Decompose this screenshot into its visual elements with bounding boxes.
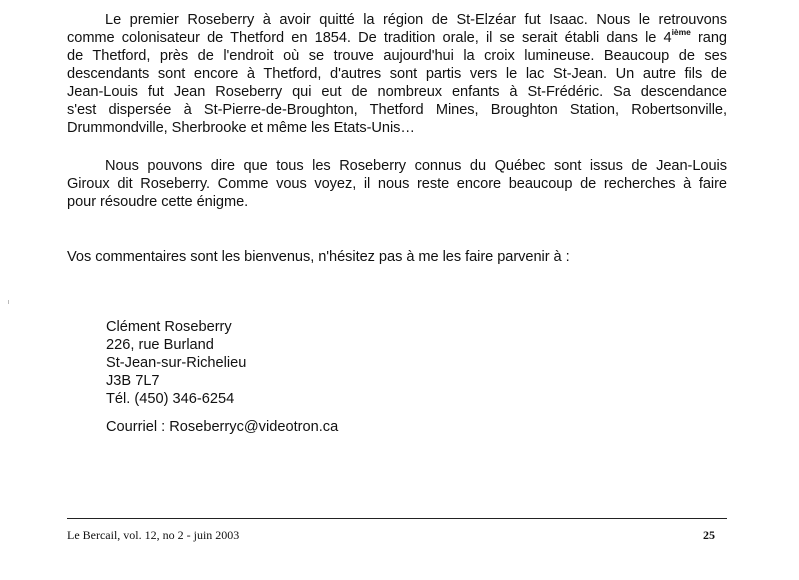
- text-line: Jean-Louis fut Jean Roseberry qui eut de nombreux enfants à St-Frédéric. Sa descendance: [67, 84, 727, 100]
- scan-artifact: [8, 300, 9, 304]
- contact-city: St-Jean-sur-Richelieu: [106, 355, 247, 371]
- contact-postal-code: J3B 7L7: [106, 373, 160, 389]
- text-line: descendants sont encore à Thetford, d'autres sont partis vers le lac St-Jean. Un autre fils de: [67, 66, 727, 82]
- contact-street: 226, rue Burland: [106, 337, 214, 353]
- footer-divider: [67, 518, 727, 519]
- text-line: Le premier Roseberry à avoir quitté la région de St-Elzéar fut Isaac. Nous le retrouvons: [105, 12, 727, 28]
- text-line: de Thetford, près de l'endroit où se trouve aujourd'hui la croix lumineuse. Beaucoup de ses: [67, 48, 727, 64]
- footer-page-number: 25: [703, 528, 715, 542]
- footer-publication: Le Bercail, vol. 12, no 2 - juin 2003: [67, 528, 240, 542]
- text-fragment: comme colonisateur de Thetford en 1854. De tradition orale, il se serait établi dans le 4: [67, 30, 672, 46]
- paragraph-roseberry-origin: [67, 157, 727, 211]
- text-line: pour résoudre cette énigme.: [67, 194, 249, 210]
- contact-name: Clément Roseberry: [106, 319, 232, 335]
- text-line: s'est dispersée à St-Pierre-de-Broughton, Thetford Mines, Broughton Station, Robertsonville,: [67, 102, 727, 118]
- contact-address: [106, 318, 246, 408]
- text-fragment: rang: [690, 30, 727, 46]
- ordinal-superscript: ième: [671, 27, 691, 38]
- paragraph-comments-invite: [67, 248, 727, 266]
- text-line: Giroux dit Roseberry. Comme vous voyez, il nous reste encore beaucoup de recherches à faire: [67, 176, 727, 192]
- text-line: Nous pouvons dire que tous les Roseberry connus du Québec sont issus de Jean-Louis: [105, 158, 727, 174]
- paragraph-roseberry-isaac: [67, 11, 727, 137]
- text-line: Vos commentaires sont les bienvenus, n'hésitez pas à me les faire parvenir à :: [67, 249, 570, 265]
- contact-phone: Tél. (450) 346-6254: [106, 391, 235, 407]
- contact-email: Courriel : Roseberryc@videotron.ca: [106, 419, 339, 435]
- text-line: Drummondville, Sherbrooke et même les Etats-Unis…: [67, 120, 415, 136]
- text-line: [67, 29, 727, 47]
